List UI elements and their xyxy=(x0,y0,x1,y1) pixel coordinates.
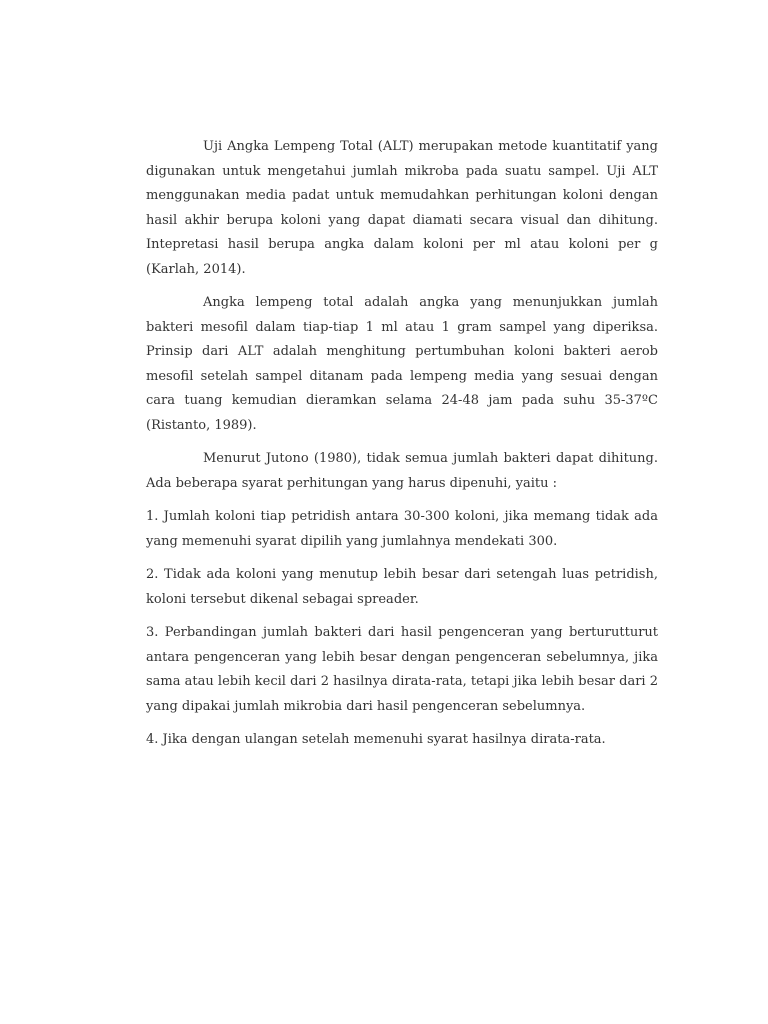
document-body xyxy=(146,135,658,762)
list-item-requirement-1: 1. Jumlah koloni tiap petridish antara 30-300 koloni, jika memang tidak ada yang memenuhi syarat dipilih yang jumlahnya mendekati 300. xyxy=(146,509,658,549)
list-item-requirement-4: 4. Jika dengan ulangan setelah memenuhi syarat hasilnya dirata-rata. xyxy=(146,732,606,747)
paragraph-counting-requirements: Menurut Jutono (1980), tidak semua jumlah bakteri dapat dihitung. Ada beberapa syarat perhitungan yang harus dipenuhi, yaitu : xyxy=(146,451,658,491)
list-item-requirement-3: 3. Perbandingan jumlah bakteri dari hasil pengenceran yang berturutturut antara pengenceran yang lebih besar dengan pengenceran sebelumnya, jika sama atau lebih kecil dari 2 hasilnya dirata-rata, tetapi jika lebih besar dari 2 yang dipakai jumlah mikrobia dari hasil pengenceran sebelumnya. xyxy=(146,625,658,714)
paragraph-alt-definition: Uji Angka Lempeng Total (ALT) merupakan metode kuantitatif yang digunakan untuk mengetahui jumlah mikroba pada suatu sampel. Uji ALT menggunakan media padat untuk memudahkan perhitungan koloni dengan hasil akhir berupa koloni yang dapat diamati secara visual dan dihitung. Intepretasi hasil berupa angka dalam koloni per ml atau koloni per g (Karlah, 2014). xyxy=(146,139,658,277)
list-item-requirement-2: 2. Tidak ada koloni yang menutup lebih besar dari setengah luas petridish, koloni tersebut dikenal sebagai spreader. xyxy=(146,567,658,607)
paragraph-alt-principle: Angka lempeng total adalah angka yang menunjukkan jumlah bakteri mesofil dalam tiap-tiap 1 ml atau 1 gram sampel yang diperiksa. Prinsip dari ALT adalah menghitung pertumbuhan koloni bakteri aerob mesofil setelah sampel ditanam pada lempeng media yang sesuai dengan cara tuang kemudian dieramkan selama 24-48 jam pada suhu 35-37ºC (Ristanto, 1989). xyxy=(146,295,658,433)
